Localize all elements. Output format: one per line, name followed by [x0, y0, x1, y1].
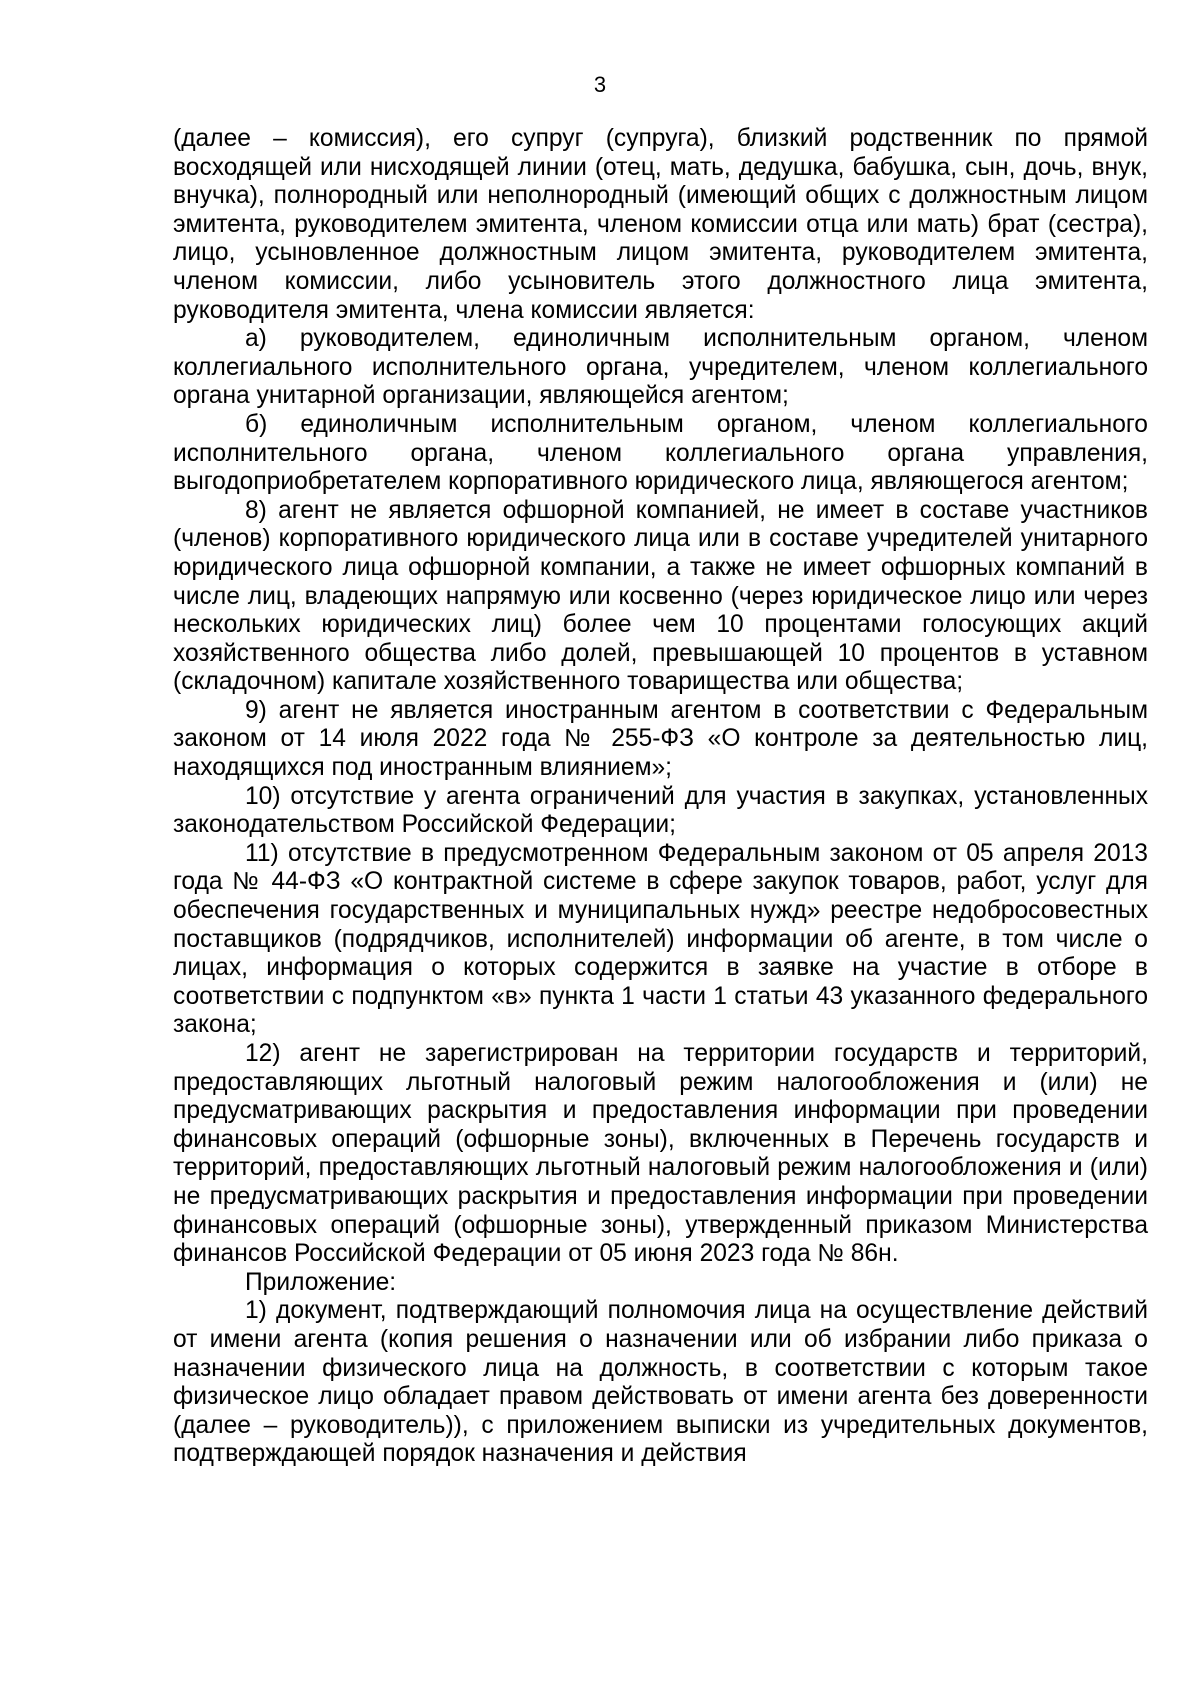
paragraph-subitem-a: а) руководителем, единоличным исполнительным органом, членом коллегиального исполнительного органа, учредителем, членом коллегиального органа унитарной организации, являющейся агентом; [173, 325, 1148, 410]
paragraph-subitem-b: б) единоличным исполнительным органом, членом коллегиального исполнительного органа, членом коллегиального органа управления, выгодоприобретателем корпоративного юридического лица, являющегося агентом; [173, 410, 1148, 496]
paragraph-item-9: 9) агент не является иностранным агентом в соответствии с Федеральным законом от 14 июля 2022 года № 255-ФЗ «О контроле за деятельностью лиц, находящихся под иностранным влиянием»; [173, 696, 1148, 782]
paragraph-commission-relatives: (далее – комиссия), его супруг (супруга), близкий родственник по прямой восходящей или нисходящей линии (отец, мать, дедушка, бабушка, сын, дочь, внук, внучка), полнородный или неполнородный (имеющий общих с должностным лицом эмитента, руководителем эмитента, членом комиссии отца или мать) брат (сестра), лицо, усыновленное должностным лицом эмитента, руководителем эмитента, членом комиссии, либо усыновитель этого должностного лица эмитента, руководителя эмитента, члена комиссии является: [173, 125, 1148, 324]
attachment-heading: Приложение: [245, 1268, 397, 1296]
document-body [173, 125, 1148, 1469]
attachment-item-1: 1) документ, подтверждающий полномочия лица на осуществление действий от имени агента (копия решения о назначении или об избрании либо приказа о назначении физического лица на должность, в соответствии с которым такое физическое лицо обладает правом действовать от имени агента без доверенности (далее – руководитель)), с приложением выписки из учредительных документов, подтверждающей порядок назначения и действия [173, 1297, 1148, 1468]
paragraph-item-11: 11) отсутствие в предусмотренном Федеральным законом от 05 апреля 2013 года № 44-ФЗ «О контрактной системе в сфере закупок товаров, работ, услуг для обеспечения государственных и муниципальных нужд» реестре недобросовестных поставщиков (подрядчиков, исполнителей) информации об агенте, в том числе о лицах, информация о которых содержится в заявке на участие в отборе в соответствии с подпунктом «в» пункта 1 части 1 статьи 43 указанного федерального закона; [173, 839, 1148, 1039]
paragraph-item-8: 8) агент не является офшорной компанией, не имеет в составе участников (членов) корпоративного юридического лица или в составе учредителей унитарного юридического лица офшорной компании, а также не имеет офшорных компаний в числе лиц, владеющих напрямую или косвенно (через юридическое лицо или через нескольких юридических лиц) более чем 10 процентами голосующих акций хозяйственного общества либо долей, превышающей 10 процентов в уставном (складочном) капитале хозяйственного товарищества или общества; [173, 496, 1148, 696]
paragraph-item-12: 12) агент не зарегистрирован на территории государств и территорий, предоставляющих льготный налоговый режим налогообложения и (или) не предусматривающих раскрытия и предоставления информации при проведении финансовых операций (офшорные зоны), включенных в Перечень государств и территорий, предоставляющих льготный налоговый режим налогообложения и (или) не предусматривающих раскрытия и предоставления информации при проведении финансовых операций (офшорные зоны), утвержденный приказом Министерства финансов Российской Федерации от 05 июня 2023 года № 86н. [173, 1040, 1148, 1268]
page-number: 3 [593, 72, 607, 97]
paragraph-item-10: 10) отсутствие у агента ограничений для участия в закупках, установленных законодательством Российской Федерации; [173, 782, 1148, 839]
